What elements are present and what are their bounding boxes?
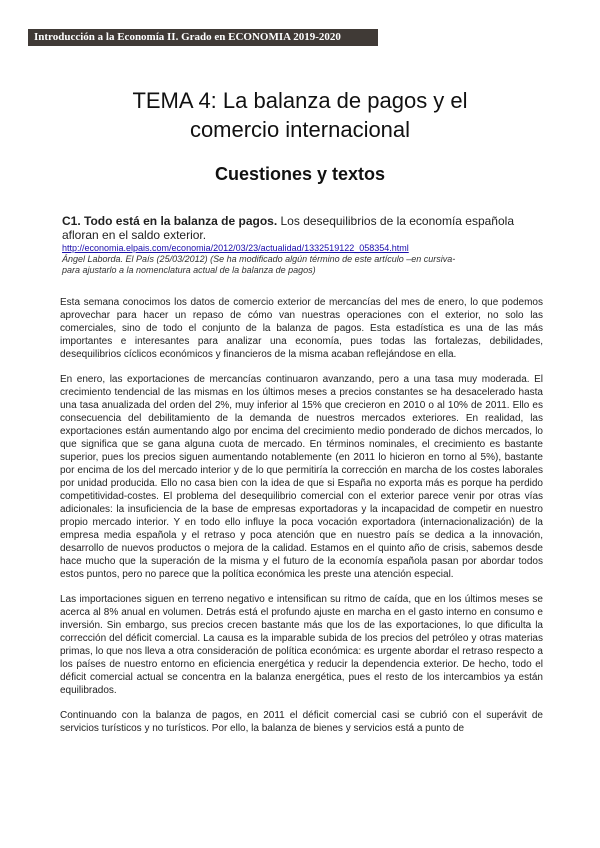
question-block <box>62 214 542 276</box>
paragraph-1: Esta semana conocimos los datos de comercio exterior de mercancías del mes de enero, lo que podemos aprovechar para hacer un repaso de cómo van nuestras operaciones con el exterior, no solo las comerciales, sino de todo el conjunto de la balanza de pagos. Esta estadística es una de las más importantes e interesantes para analizar una economía, pues todas las fortalezas, debilidades, desequilibrios cíclicos económicos y financieros de la misma acaban reflejándose en ella. <box>60 297 543 360</box>
paragraph-2: En enero, las exportaciones de mercancías continuaron avanzando, pero a una tasa muy moderada. El crecimiento tendencial de las mismas en los últimos meses a precios constantes se ha desacelerado hasta una tasa anualizada del orden del 2%, muy inferior al 15% que crecieron en 2010 o al 10% de 2011. Ello es consecuencia del debilitamiento de la demanda de nuestros mercados exteriores. En realidad, las exportaciones están aumentando algo por encima del crecimiento medio ponderado de dichos mercados, lo que significa que se gana alguna cuota de mercado. En términos nominales, el crecimiento es bastante superior, pues los precios siguen aumentando notablemente (en 2011 lo hicieron en torno al 5%), bastante por encima de los del mercado interior y de lo que permitiría la corrección en marcha de los costes laborales por unidad producida. Ello no casa bien con la idea de que si España no exporta más es porque ha perdido competitividad-costes. El problema del desequilibrio comercial con el exterior parece venir por otras vías adicionales: la insuficiencia de la base de empresas exportadoras y la incapacidad de competir en nuestro propio mercado interior. Y en todo ello influye la poca vocación exportadora (internacionalización) de la empresa media española y el retraso y poca atención que en nuestro país se dedica a la innovación, desarrollo de nuevos productos o mejora de la calidad. Estamos en el quinto año de crisis, sabemos desde hace mucho que la superación de la misma y el futuro de la economía española pasan por abordar todos estos puntos, pero no parece que la política económica les preste una atención especial. <box>60 374 543 580</box>
page-subtitle: Cuestiones y textos <box>214 164 386 184</box>
course-header: Introducción a la Economía II. Grado en ECONOMIA 2019-2020 <box>28 29 378 46</box>
paragraph-3: Las importaciones siguen en terreno negativo e intensifican su ritmo de caída, que en los últimos meses se acerca al 8% anual en volumen. Detrás está el profundo ajuste en marcha en el gasto interno en consumo e inversión. Sin embargo, sus precios crecen bastante más que los de las exportaciones, lo que dificulta la corrección del déficit comercial. La causa es la imparable subida de los precios del petróleo y otras materias primas, lo que nos lleva a otra consideración de política económica: es urgente abordar el retraso respecto a los países de nuestro entorno en eficiencia energética y reducir la dependencia exterior. De hecho, todo el déficit comercial actual se concentra en la balanza energética, pues el resto de los intercambios ya están equilibrados. <box>60 594 543 696</box>
question-label: C1. Todo está en la balanza de pagos. <box>62 214 278 228</box>
page-title-line-2: comercio internacional <box>189 117 411 142</box>
page-title <box>40 86 560 144</box>
question-lead-2: afloran en el saldo exterior. <box>62 228 207 242</box>
article-body <box>60 296 543 747</box>
article-source-1: Ángel Laborda. El País (25/03/2012) (Se ha modificado algún término de este artículo –en cursiva- <box>62 254 456 264</box>
question-heading <box>62 214 542 228</box>
article-link[interactable]: http://economia.elpais.com/economia/2012/03/23/actualidad/1332519122_058354.html <box>62 243 409 253</box>
page-title-line-1: TEMA 4: La balanza de pagos y el <box>132 88 468 113</box>
question-lead-1: Los desequilibrios de la economía española <box>277 214 514 228</box>
article-source-2: para ajustarlo a la nomenclatura actual de la balanza de pagos) <box>62 265 316 275</box>
paragraph-4: Continuando con la balanza de pagos, en 2011 el déficit comercial casi se cubrió con el superávit de servicios turísticos y no turísticos. Por ello, la balanza de bienes y servicios está a punto de <box>60 710 543 734</box>
